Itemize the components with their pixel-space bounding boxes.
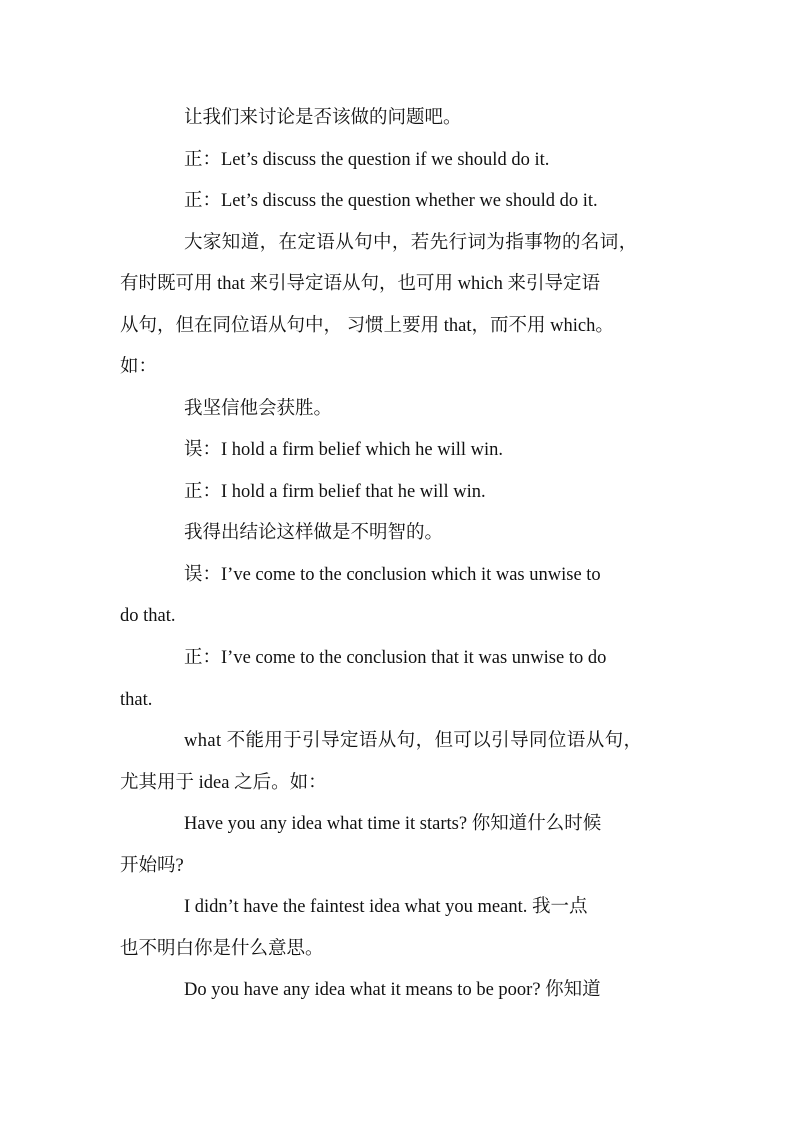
text-line: that.	[120, 690, 153, 710]
text-line: 正：Let’s discuss the question if we should do it.	[184, 150, 550, 170]
text-line: Do you have any idea what it means to be poor? 你知道	[184, 980, 601, 1000]
text-line: 我坚信他会获胜。	[184, 399, 333, 419]
text-line: 我得出结论这样做是不明智的。	[184, 523, 444, 543]
text-line: 误：I’ve come to the conclusion which it was unwise to	[184, 565, 601, 585]
text-line: 开始吗?	[120, 856, 184, 876]
text-line: 让我们来讨论是否该做的问题吧。	[184, 108, 462, 128]
text-line: 从句，但在同位语从句中， 习惯上要用 that，而不用 which。	[120, 316, 614, 336]
text-line: 正：I hold a firm belief that he will win.	[184, 482, 486, 502]
text-line: 尤其用于 idea 之后。如：	[120, 773, 327, 793]
text-line: what 不能用于引导定语从句，但可以引导同位语从句，	[184, 731, 643, 751]
text-line: Have you any idea what time it starts? 你知道什么时候	[184, 814, 602, 834]
text-line: 也不明白你是什么意思。	[120, 939, 324, 959]
text-line: 误：I hold a firm belief which he will win.	[184, 440, 504, 460]
text-line: 正：I’ve come to the conclusion that it was unwise to do	[184, 648, 607, 668]
text-line: 有时既可用 that 来引导定语从句，也可用 which 来引导定语	[120, 274, 600, 294]
text-line: 如：	[120, 357, 158, 377]
text-line: I didn’t have the faintest idea what you meant. 我一点	[184, 897, 588, 917]
text-line: 正：Let’s discuss the question whether we should do it.	[184, 191, 598, 211]
text-line: do that.	[120, 606, 176, 626]
text-line: 大家知道，在定语从句中，若先行词为指事物的名词，	[184, 233, 638, 253]
